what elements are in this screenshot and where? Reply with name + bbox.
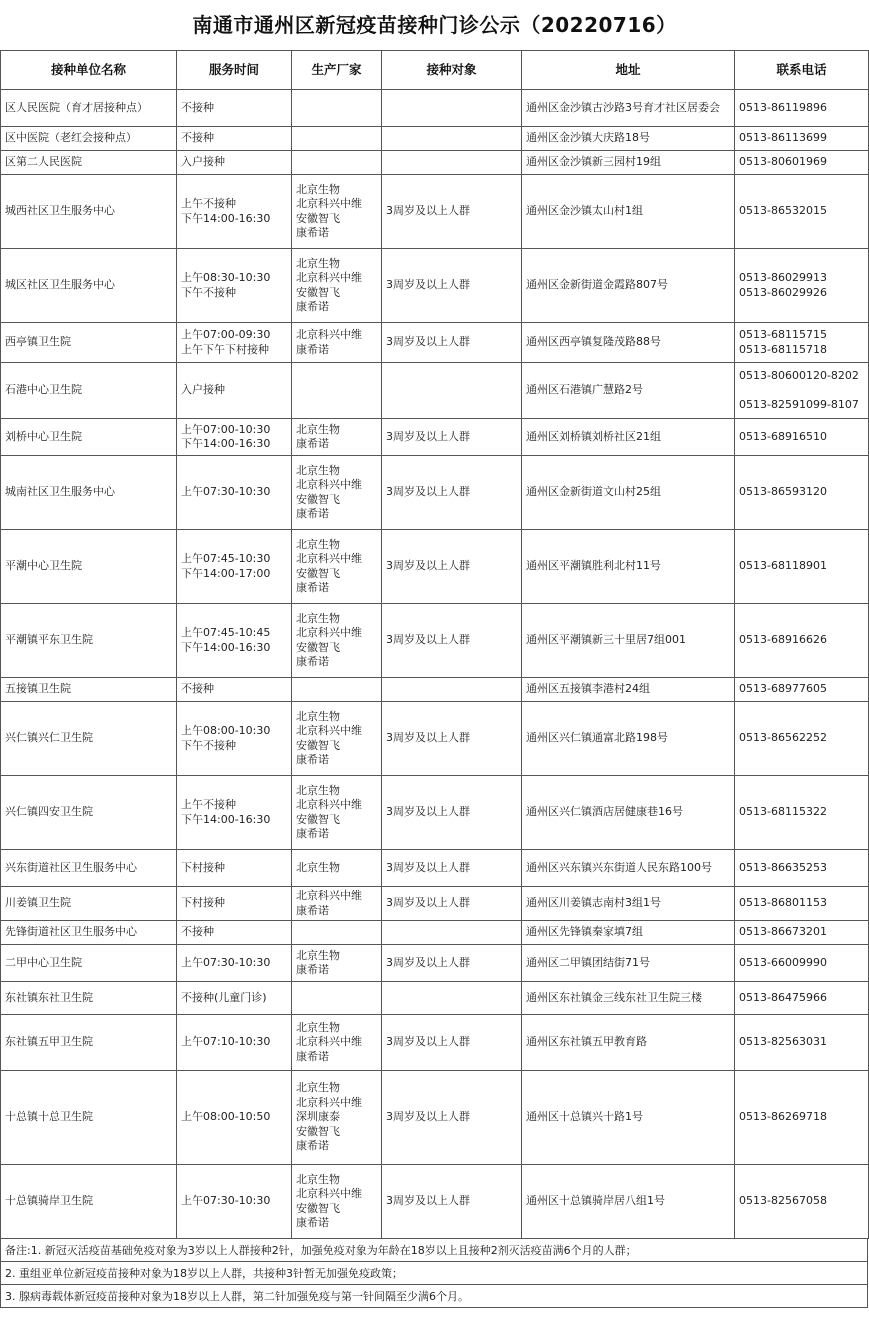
cell-phone: 0513-68977605 bbox=[735, 678, 869, 702]
cell-manufacturer: 北京生物 北京科兴中维 安徽智飞 康希诺 bbox=[292, 604, 382, 678]
table-row bbox=[1, 249, 869, 323]
cell-manufacturer: 北京生物 北京科兴中维 安徽智飞 康希诺 bbox=[292, 530, 382, 604]
header-service-time: 服务时间 bbox=[177, 51, 292, 90]
header-phone: 联系电话 bbox=[735, 51, 869, 90]
cell-address: 通州区平潮镇新三十里居7组001 bbox=[522, 604, 735, 678]
cell-target-group bbox=[382, 151, 522, 175]
cell-service-time: 上午07:00-10:30 下午14:00-16:30 bbox=[177, 419, 292, 456]
header-unit-name: 接种单位名称 bbox=[1, 51, 177, 90]
cell-address: 通州区兴仁镇酒店居健康巷16号 bbox=[522, 776, 735, 850]
cell-service-time: 上午08:00-10:30 下午不接种 bbox=[177, 702, 292, 776]
table-row bbox=[1, 323, 869, 363]
cell-target-group bbox=[382, 90, 522, 127]
cell-address: 通州区刘桥镇刘桥社区21组 bbox=[522, 419, 735, 456]
cell-address: 通州区金新街道文山村25组 bbox=[522, 456, 735, 530]
cell-phone: 0513-86801153 bbox=[735, 887, 869, 921]
cell-unit-name: 城区社区卫生服务中心 bbox=[1, 249, 177, 323]
cell-phone: 0513-68115715 0513-68115718 bbox=[735, 323, 869, 363]
cell-target-group: 3周岁及以上人群 bbox=[382, 530, 522, 604]
table-row bbox=[1, 921, 869, 945]
cell-service-time: 不接种 bbox=[177, 678, 292, 702]
cell-manufacturer bbox=[292, 363, 382, 419]
cell-address: 通州区金新街道金霞路807号 bbox=[522, 249, 735, 323]
cell-phone: 0513-66009990 bbox=[735, 945, 869, 982]
cell-manufacturer: 北京科兴中维 康希诺 bbox=[292, 887, 382, 921]
cell-unit-name: 城西社区卫生服务中心 bbox=[1, 175, 177, 249]
cell-phone: 0513-80601969 bbox=[735, 151, 869, 175]
cell-unit-name: 兴仁镇兴仁卫生院 bbox=[1, 702, 177, 776]
cell-phone: 0513-86593120 bbox=[735, 456, 869, 530]
note-line: 3. 腺病毒载体新冠疫苗接种对象为18岁以上人群，第二针加强免疫与第一针间隔至少满6个月。 bbox=[0, 1285, 868, 1308]
cell-target-group: 3周岁及以上人群 bbox=[382, 776, 522, 850]
cell-manufacturer: 北京生物 bbox=[292, 850, 382, 887]
cell-address: 通州区兴仁镇通富北路198号 bbox=[522, 702, 735, 776]
cell-manufacturer: 北京生物 北京科兴中维 安徽智飞 康希诺 bbox=[292, 702, 382, 776]
cell-service-time: 不接种 bbox=[177, 127, 292, 151]
cell-unit-name: 东社镇东社卫生院 bbox=[1, 982, 177, 1015]
cell-address: 通州区五接镇李港村24组 bbox=[522, 678, 735, 702]
cell-service-time: 入户接种 bbox=[177, 363, 292, 419]
cell-address: 通州区金沙镇新三园村19组 bbox=[522, 151, 735, 175]
table-header-row bbox=[1, 51, 869, 90]
cell-address: 通州区兴东镇兴东街道人民东路100号 bbox=[522, 850, 735, 887]
table-row bbox=[1, 1165, 869, 1239]
header-target-group: 接种对象 bbox=[382, 51, 522, 90]
cell-service-time: 上午不接种 下午14:00-16:30 bbox=[177, 776, 292, 850]
cell-phone: 0513-86635253 bbox=[735, 850, 869, 887]
cell-target-group bbox=[382, 127, 522, 151]
cell-manufacturer bbox=[292, 678, 382, 702]
cell-unit-name: 兴东街道社区卫生服务中心 bbox=[1, 850, 177, 887]
page-title: 南通市通州区新冠疫苗接种门诊公示（20220716） bbox=[192, 13, 677, 37]
cell-unit-name: 区第二人民医院 bbox=[1, 151, 177, 175]
cell-target-group: 3周岁及以上人群 bbox=[382, 175, 522, 249]
cell-target-group: 3周岁及以上人群 bbox=[382, 1071, 522, 1165]
cell-address: 通州区东社镇金三线东社卫生院三楼 bbox=[522, 982, 735, 1015]
cell-unit-name: 区中医院（老红会接种点） bbox=[1, 127, 177, 151]
cell-unit-name: 东社镇五甲卫生院 bbox=[1, 1015, 177, 1071]
cell-manufacturer bbox=[292, 127, 382, 151]
table-row bbox=[1, 127, 869, 151]
cell-phone: 0513-86113699 bbox=[735, 127, 869, 151]
cell-manufacturer bbox=[292, 151, 382, 175]
cell-phone: 0513-86269718 bbox=[735, 1071, 869, 1165]
vaccination-table bbox=[0, 50, 869, 1239]
header-manufacturer: 生产厂家 bbox=[292, 51, 382, 90]
cell-service-time: 入户接种 bbox=[177, 151, 292, 175]
cell-target-group bbox=[382, 363, 522, 419]
note-line: 2. 重组亚单位新冠疫苗接种对象为18岁以上人群，共接种3针暂无加强免疫政策； bbox=[0, 1262, 868, 1285]
table-row bbox=[1, 945, 869, 982]
cell-manufacturer bbox=[292, 982, 382, 1015]
cell-phone: 0513-86029913 0513-86029926 bbox=[735, 249, 869, 323]
cell-manufacturer: 北京生物 北京科兴中维 康希诺 bbox=[292, 1015, 382, 1071]
cell-manufacturer: 北京生物 康希诺 bbox=[292, 419, 382, 456]
cell-address: 通州区川姜镇志南村3组1号 bbox=[522, 887, 735, 921]
header-address: 地址 bbox=[522, 51, 735, 90]
table-row bbox=[1, 90, 869, 127]
cell-address: 通州区金沙镇古沙路3号育才社区居委会 bbox=[522, 90, 735, 127]
cell-address: 通州区平潮镇胜利北村11号 bbox=[522, 530, 735, 604]
cell-phone: 0513-80600120-8202 0513-82591099-8107 bbox=[735, 363, 869, 419]
cell-unit-name: 城南社区卫生服务中心 bbox=[1, 456, 177, 530]
cell-unit-name: 二甲中心卫生院 bbox=[1, 945, 177, 982]
table-body bbox=[1, 90, 869, 1239]
note-line: 备注:1. 新冠灭活疫苗基础免疫对象为3岁以上人群接种2针，加强免疫对象为年龄在18岁以上且接种2剂灭活疫苗满6个月的人群； bbox=[0, 1239, 868, 1262]
cell-target-group: 3周岁及以上人群 bbox=[382, 945, 522, 982]
table-row bbox=[1, 604, 869, 678]
cell-unit-name: 平潮中心卫生院 bbox=[1, 530, 177, 604]
cell-manufacturer: 北京生物 北京科兴中维 深圳康泰 安徽智飞 康希诺 bbox=[292, 1071, 382, 1165]
cell-service-time: 上午07:45-10:45 下午14:00-16:30 bbox=[177, 604, 292, 678]
table-row bbox=[1, 678, 869, 702]
cell-phone: 0513-82567058 bbox=[735, 1165, 869, 1239]
cell-manufacturer: 北京科兴中维 康希诺 bbox=[292, 323, 382, 363]
cell-phone: 0513-68115322 bbox=[735, 776, 869, 850]
table-row bbox=[1, 1071, 869, 1165]
cell-unit-name: 刘桥中心卫生院 bbox=[1, 419, 177, 456]
cell-target-group bbox=[382, 921, 522, 945]
cell-unit-name: 十总镇十总卫生院 bbox=[1, 1071, 177, 1165]
table-row bbox=[1, 850, 869, 887]
cell-address: 通州区金沙镇太山村1组 bbox=[522, 175, 735, 249]
cell-service-time: 上午08:00-10:50 bbox=[177, 1071, 292, 1165]
cell-unit-name: 石港中心卫生院 bbox=[1, 363, 177, 419]
cell-target-group: 3周岁及以上人群 bbox=[382, 850, 522, 887]
cell-target-group: 3周岁及以上人群 bbox=[382, 419, 522, 456]
cell-phone: 0513-86119896 bbox=[735, 90, 869, 127]
cell-service-time: 上午07:10-10:30 bbox=[177, 1015, 292, 1071]
cell-address: 通州区金沙镇大庆路18号 bbox=[522, 127, 735, 151]
cell-phone: 0513-68118901 bbox=[735, 530, 869, 604]
cell-manufacturer: 北京生物 北京科兴中维 安徽智飞 康希诺 bbox=[292, 456, 382, 530]
cell-phone: 0513-68916626 bbox=[735, 604, 869, 678]
cell-service-time: 上午07:00-09:30 上午下午下村接种 bbox=[177, 323, 292, 363]
cell-address: 通州区二甲镇团结街71号 bbox=[522, 945, 735, 982]
cell-target-group bbox=[382, 678, 522, 702]
cell-manufacturer: 北京生物 北京科兴中维 安徽智飞 康希诺 bbox=[292, 249, 382, 323]
cell-manufacturer: 北京生物 北京科兴中维 安徽智飞 康希诺 bbox=[292, 1165, 382, 1239]
table-row bbox=[1, 456, 869, 530]
cell-service-time: 上午07:30-10:30 bbox=[177, 945, 292, 982]
cell-target-group: 3周岁及以上人群 bbox=[382, 702, 522, 776]
cell-service-time: 上午08:30-10:30 下午不接种 bbox=[177, 249, 292, 323]
table-row bbox=[1, 151, 869, 175]
cell-manufacturer: 北京生物 康希诺 bbox=[292, 945, 382, 982]
table-row bbox=[1, 1015, 869, 1071]
table-row bbox=[1, 175, 869, 249]
cell-service-time: 上午不接种 下午14:00-16:30 bbox=[177, 175, 292, 249]
table-row bbox=[1, 887, 869, 921]
cell-unit-name: 平潮镇平东卫生院 bbox=[1, 604, 177, 678]
cell-phone: 0513-86562252 bbox=[735, 702, 869, 776]
cell-service-time: 不接种 bbox=[177, 921, 292, 945]
cell-phone: 0513-82563031 bbox=[735, 1015, 869, 1071]
cell-phone: 0513-86673201 bbox=[735, 921, 869, 945]
cell-service-time: 不接种 bbox=[177, 90, 292, 127]
cell-unit-name: 兴仁镇四安卫生院 bbox=[1, 776, 177, 850]
cell-target-group: 3周岁及以上人群 bbox=[382, 1015, 522, 1071]
cell-target-group: 3周岁及以上人群 bbox=[382, 887, 522, 921]
cell-phone: 0513-86532015 bbox=[735, 175, 869, 249]
cell-service-time: 下村接种 bbox=[177, 887, 292, 921]
table-row bbox=[1, 776, 869, 850]
cell-unit-name: 西亭镇卫生院 bbox=[1, 323, 177, 363]
cell-phone: 0513-86475966 bbox=[735, 982, 869, 1015]
cell-service-time: 下村接种 bbox=[177, 850, 292, 887]
cell-target-group: 3周岁及以上人群 bbox=[382, 323, 522, 363]
notes-section bbox=[0, 1239, 868, 1308]
table-row bbox=[1, 702, 869, 776]
cell-service-time: 上午07:45-10:30 下午14:00-17:00 bbox=[177, 530, 292, 604]
cell-unit-name: 区人民医院（育才居接种点） bbox=[1, 90, 177, 127]
cell-manufacturer: 北京生物 北京科兴中维 安徽智飞 康希诺 bbox=[292, 175, 382, 249]
cell-target-group: 3周岁及以上人群 bbox=[382, 456, 522, 530]
cell-address: 通州区石港镇广慧路2号 bbox=[522, 363, 735, 419]
cell-manufacturer bbox=[292, 90, 382, 127]
cell-target-group: 3周岁及以上人群 bbox=[382, 604, 522, 678]
cell-manufacturer: 北京生物 北京科兴中维 安徽智飞 康希诺 bbox=[292, 776, 382, 850]
cell-address: 通州区十总镇兴十路1号 bbox=[522, 1071, 735, 1165]
cell-unit-name: 五接镇卫生院 bbox=[1, 678, 177, 702]
cell-service-time: 不接种(儿童门诊) bbox=[177, 982, 292, 1015]
table-row bbox=[1, 363, 869, 419]
table-row bbox=[1, 419, 869, 456]
cell-service-time: 上午07:30-10:30 bbox=[177, 456, 292, 530]
cell-phone: 0513-68916510 bbox=[735, 419, 869, 456]
cell-target-group: 3周岁及以上人群 bbox=[382, 249, 522, 323]
cell-target-group bbox=[382, 982, 522, 1015]
cell-address: 通州区东社镇五甲教育路 bbox=[522, 1015, 735, 1071]
cell-address: 通州区西亭镇复隆茂路88号 bbox=[522, 323, 735, 363]
cell-unit-name: 十总镇骑岸卫生院 bbox=[1, 1165, 177, 1239]
cell-target-group: 3周岁及以上人群 bbox=[382, 1165, 522, 1239]
cell-address: 通州区十总镇骑岸居八组1号 bbox=[522, 1165, 735, 1239]
cell-unit-name: 先锋街道社区卫生服务中心 bbox=[1, 921, 177, 945]
cell-manufacturer bbox=[292, 921, 382, 945]
table-row bbox=[1, 530, 869, 604]
cell-service-time: 上午07:30-10:30 bbox=[177, 1165, 292, 1239]
table-row bbox=[1, 982, 869, 1015]
cell-address: 通州区先锋镇秦家填7组 bbox=[522, 921, 735, 945]
cell-unit-name: 川姜镇卫生院 bbox=[1, 887, 177, 921]
